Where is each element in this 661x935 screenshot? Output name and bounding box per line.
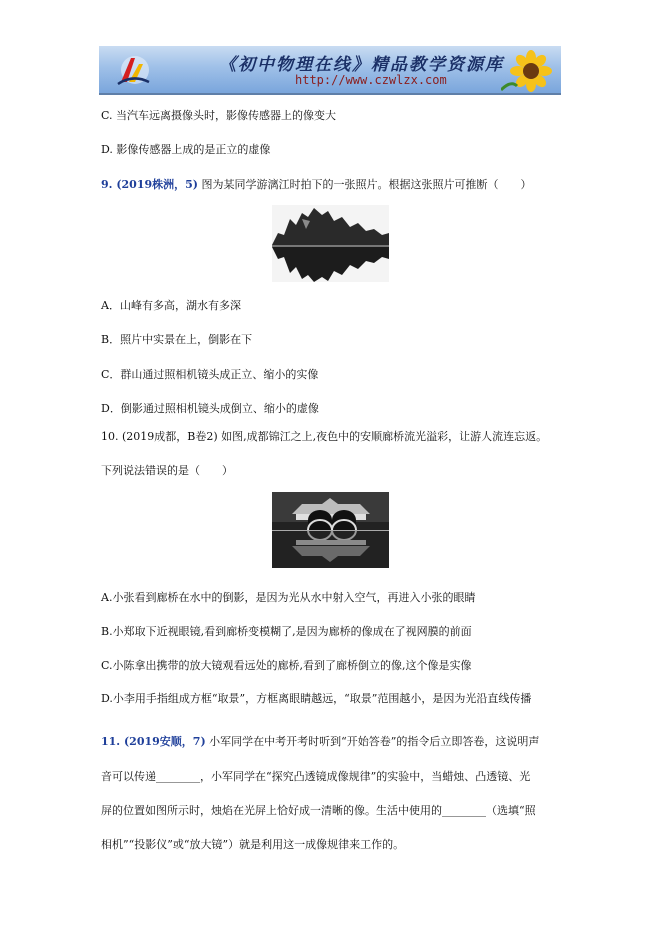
question-10-line-2: 下列说法错误的是（ ） [101,464,233,477]
question-11-line-2: 音可以传递________，小军同学在“探究凸透镜成像规律”的实验中，当蜡烛、凸透镜、光 [101,770,531,783]
logo-icon [113,52,153,88]
question-9-option-c: C．群山通过照相机镜头成正立、缩小的实像 [101,368,319,381]
question-11-source: 11. (2019安顺，7) [101,735,206,748]
question-10-option-c: C.小陈拿出携带的放大镜观看远处的廊桥,看到了廊桥倒立的像,这个像是实像 [101,659,472,672]
question-9-source: 9. (2019株洲，5) [101,178,198,191]
option-d-prev: D. 影像传感器上成的是正立的虚像 [101,143,271,156]
header-title: 《初中物理在线》精品教学资源库 [219,55,504,75]
question-9-text: 图为某同学游漓江时拍下的一张照片。根据这张照片可推断（ ） [198,178,532,191]
option-c-prev: C. 当汽车远离摄像头时，影像传感器上的像变大 [101,109,337,122]
question-11-text: 小军同学在中考开考时听到“开始答卷”的指令后立即答卷，这说明声 [205,735,540,748]
question-9-option-b: B．照片中实景在上，倒影在下 [101,333,253,346]
question-10-option-b: B.小郑取下近视眼镜,看到廊桥变模糊了,是因为廊桥的像成在了视网膜的前面 [101,625,472,638]
langqiao-bridge-photo [272,492,389,568]
header-url: http://www.czwlzx.com [295,73,447,87]
question-9-option-a: A．山峰有多高，湖水有多深 [101,299,241,312]
lijiang-photo [272,205,389,282]
question-10-option-a: A.小张看到廊桥在水中的倒影，是因为光从水中射入空气，再进入小张的眼睛 [101,591,476,604]
question-10-line-1: 10. (2019成都，B卷2) 如图,成都锦江之上,夜色中的安顺廊桥流光溢彩，让游人流连忘返。 [101,430,548,443]
question-11-line-4: 相机”“投影仪”或“放大镜”）就是利用这一成像规律来工作的。 [101,838,405,851]
header-banner [99,46,561,95]
sunflower-icon [501,50,555,92]
question-9-stem [101,176,532,192]
question-11-line-3: 屏的位置如图所示时，烛焰在光屏上恰好成一清晰的像。生活中使用的________（选填“照 [101,804,536,817]
question-11-line-1 [101,733,539,749]
question-9-option-d: D．倒影通过照相机镜头成倒立、缩小的虚像 [101,402,319,415]
question-10-option-d: D.小李用手指组成方框“取景”，方框离眼睛越远，“取景”范围越小，是因为光沿直线传播 [101,692,532,705]
